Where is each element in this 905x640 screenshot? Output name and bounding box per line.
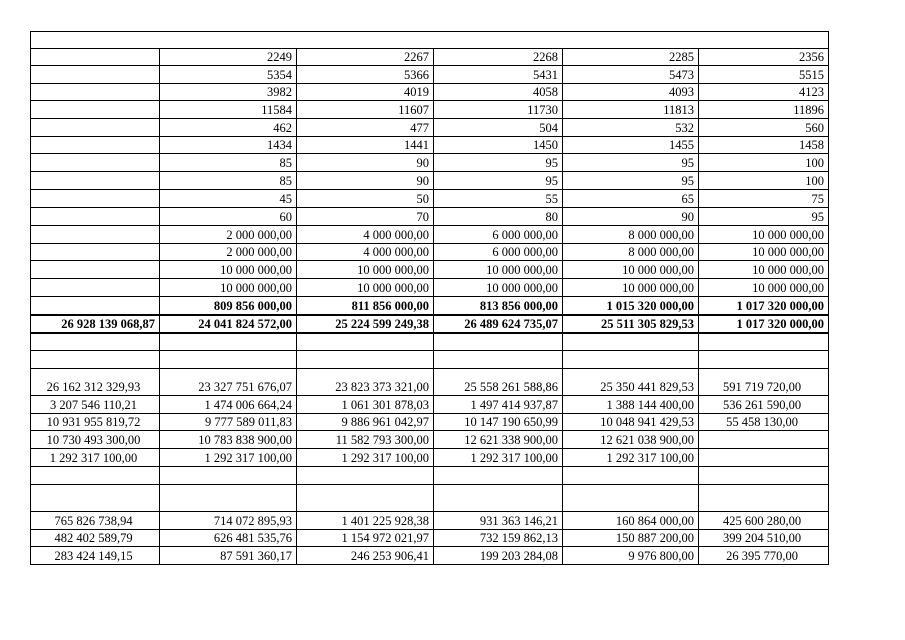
table-cell: 11584 [261, 103, 292, 117]
table-cell: 813 856 000,00 [479, 299, 558, 313]
table-cell: 150 887 200,00 [615, 531, 694, 545]
table-cell: 87 591 360,17 [220, 549, 292, 563]
table-cell: 2356 [799, 50, 824, 64]
table-cell: 23 823 373 321,00 [335, 380, 429, 394]
table-cell [32, 191, 155, 208]
table-cell: 100 [805, 156, 824, 170]
grid-line-vertical [698, 48, 699, 565]
table-cell: 11896 [793, 103, 824, 117]
table-cell: 26 162 312 329,93 [46, 380, 141, 394]
table-cell [435, 352, 558, 369]
table-cell: 732 159 862,13 [479, 531, 558, 545]
table-cell: 160 864 000,00 [615, 514, 694, 528]
table-cell: 24 041 824 572,00 [198, 317, 292, 331]
table-cell: 1434 [267, 138, 292, 152]
table-cell: 8 000 000,00 [628, 245, 694, 259]
table-cell: 4019 [404, 85, 429, 99]
table-cell: 399 204 510,00 [722, 531, 802, 545]
table-cell: 11813 [663, 103, 694, 117]
table-cell [32, 84, 155, 101]
table-cell: 10 000 000,00 [752, 281, 824, 295]
table-cell: 60 [279, 210, 292, 224]
table-cell: 26 395 770,00 [726, 549, 798, 563]
table-cell [32, 120, 155, 137]
table-cell [700, 432, 824, 449]
table-cell: 10 000 000,00 [752, 245, 824, 259]
table-cell: 1 388 144 400,00 [606, 398, 694, 412]
table-cell [32, 244, 155, 261]
table-cell [161, 334, 292, 351]
table-cell: 425 600 280,00 [722, 514, 802, 528]
table-cell [32, 155, 155, 172]
table-cell [298, 468, 429, 485]
grid-line-vertical [433, 48, 434, 565]
table-cell: 10 000 000,00 [752, 228, 824, 242]
grid-line-vertical [159, 48, 160, 565]
table-cell: 25 350 441 829,53 [600, 380, 694, 394]
table-cell: 12 621 338 900,00 [464, 433, 558, 447]
table-cell: 4123 [799, 85, 824, 99]
table-cell: 4058 [533, 85, 558, 99]
table-cell [700, 352, 824, 369]
table-cell: 3982 [267, 85, 292, 99]
table-cell: 26 928 139 068,87 [61, 317, 155, 331]
table-cell: 9 886 961 042,97 [341, 415, 429, 429]
table-cell [32, 495, 155, 512]
table-cell: 1 292 317 100,00 [49, 451, 138, 465]
table-cell: 2 000 000,00 [226, 228, 292, 242]
table-cell: 809 856 000,00 [213, 299, 292, 313]
table-cell: 2267 [404, 50, 429, 64]
table-cell: 12 621 038 900,00 [600, 433, 694, 447]
table-cell: 11 582 793 300,00 [335, 433, 429, 447]
table-cell: 10 000 000,00 [622, 263, 694, 277]
table-cell: 90 [416, 174, 429, 188]
table-cell [32, 298, 155, 315]
table-cell: 55 [545, 192, 558, 206]
table-cell [161, 495, 292, 512]
table-cell [32, 227, 155, 244]
table-cell: 10 147 190 650,99 [464, 415, 558, 429]
table-cell: 10 000 000,00 [622, 281, 694, 295]
table-cell: 10 000 000,00 [220, 281, 292, 295]
table-cell [700, 495, 824, 512]
table-cell [298, 334, 429, 351]
table-cell: 1455 [669, 138, 694, 152]
table-cell: 75 [811, 192, 824, 206]
table-cell [435, 334, 558, 351]
table-cell [32, 352, 155, 369]
table-cell: 9 777 589 011,83 [204, 415, 292, 429]
table-cell: 2 000 000,00 [226, 245, 292, 259]
table-cell: 765 826 738,94 [54, 514, 133, 528]
table-cell: 1 292 317 100,00 [204, 451, 292, 465]
table-cell: 26 489 624 735,07 [464, 317, 558, 331]
table-cell [298, 352, 429, 369]
table-cell: 23 327 751 676,07 [198, 380, 292, 394]
table-cell: 931 363 146,21 [479, 514, 558, 528]
table-cell: 1 292 317 100,00 [606, 451, 694, 465]
table-cell: 4 000 000,00 [363, 245, 429, 259]
table-cell: 1 154 972 021,97 [341, 531, 429, 545]
table-cell: 199 203 284,08 [479, 549, 558, 563]
table-cell: 2249 [267, 50, 292, 64]
table-cell [298, 495, 429, 512]
table-cell: 536 261 590,00 [722, 398, 802, 412]
table-cell: 1 497 414 937,87 [470, 398, 558, 412]
table-cell: 591 719 720,00 [722, 380, 802, 394]
table-cell: 5473 [669, 68, 694, 82]
table-cell: 462 [273, 121, 292, 135]
table-cell: 482 402 589,79 [54, 531, 133, 545]
table-cell: 10 000 000,00 [357, 281, 429, 295]
table-cell: 6 000 000,00 [492, 245, 558, 259]
table-cell: 85 [279, 156, 292, 170]
table-cell [32, 209, 155, 226]
table-cell: 10 000 000,00 [486, 263, 558, 277]
table-cell [700, 468, 824, 485]
table-cell: 4093 [669, 85, 694, 99]
table-cell: 714 072 895,93 [213, 514, 292, 528]
grid-line-horizontal [30, 31, 828, 32]
table-cell [700, 450, 824, 467]
table-cell: 1 061 301 878,03 [341, 398, 429, 412]
table-cell: 11607 [398, 103, 429, 117]
table-cell: 560 [805, 121, 824, 135]
table-cell: 10 000 000,00 [752, 263, 824, 277]
table-cell [32, 173, 155, 190]
table-cell [161, 352, 292, 369]
table-cell: 1 401 225 928,38 [341, 514, 429, 528]
table-cell: 811 856 000,00 [351, 299, 429, 313]
table-cell [564, 495, 694, 512]
table-cell: 10 000 000,00 [220, 263, 292, 277]
table-cell: 5431 [533, 68, 558, 82]
table-cell [435, 495, 558, 512]
table-cell: 65 [681, 192, 694, 206]
table-cell: 80 [545, 210, 558, 224]
table-cell: 626 481 535,76 [213, 531, 292, 545]
table-cell: 95 [811, 210, 824, 224]
table-cell: 85 [279, 174, 292, 188]
table-cell: 10 000 000,00 [486, 281, 558, 295]
table-cell: 1458 [799, 138, 824, 152]
table-cell: 2268 [533, 50, 558, 64]
table-cell: 45 [279, 192, 292, 206]
grid-line-vertical [296, 48, 297, 565]
table-cell: 477 [410, 121, 429, 135]
table-cell: 10 783 838 900,00 [198, 433, 292, 447]
table-cell: 283 424 149,15 [54, 549, 133, 563]
table-cell: 1 017 320 000,00 [736, 299, 824, 313]
table-cell: 70 [416, 210, 429, 224]
table-cell: 10 048 941 429,53 [600, 415, 694, 429]
table-cell [32, 280, 155, 297]
table-cell: 6 000 000,00 [492, 228, 558, 242]
table-cell: 4 000 000,00 [363, 228, 429, 242]
table-cell [32, 334, 155, 351]
table-cell: 90 [416, 156, 429, 170]
table-cell: 10 000 000,00 [357, 263, 429, 277]
table-cell: 5354 [267, 68, 292, 82]
table-cell [161, 468, 292, 485]
table-cell: 1 292 317 100,00 [341, 451, 429, 465]
table-cell: 8 000 000,00 [628, 228, 694, 242]
table-cell: 5515 [799, 68, 824, 82]
table-cell: 504 [539, 121, 558, 135]
table-cell [564, 334, 694, 351]
grid-line-vertical [562, 48, 563, 565]
table-cell: 1 015 320 000,00 [606, 299, 694, 313]
table-cell: 95 [681, 156, 694, 170]
table-cell: 10 730 493 300,00 [46, 433, 141, 447]
table-cell: 5366 [404, 68, 429, 82]
table-cell: 25 558 261 588,86 [464, 380, 558, 394]
table-cell: 11730 [527, 103, 558, 117]
table-cell: 95 [545, 174, 558, 188]
table-cell: 1 017 320 000,00 [736, 317, 824, 331]
table-cell: 2285 [669, 50, 694, 64]
table-cell: 50 [416, 192, 429, 206]
table-cell: 95 [545, 156, 558, 170]
table-cell: 100 [805, 174, 824, 188]
table-cell [32, 137, 155, 154]
table-cell: 1 292 317 100,00 [470, 451, 558, 465]
table-cell: 9 976 800,00 [628, 549, 694, 563]
table-cell [435, 468, 558, 485]
table-cell: 25 511 305 829,53 [600, 317, 694, 331]
table-cell: 10 931 955 819,72 [46, 415, 141, 429]
table-cell: 1 474 006 664,24 [204, 398, 292, 412]
table-cell: 246 253 906,41 [350, 549, 429, 563]
table-cell: 55 458 130,00 [726, 415, 798, 429]
table-cell: 532 [675, 121, 694, 135]
table-cell: 3 207 546 110,21 [49, 398, 138, 412]
grid-line-vertical [30, 31, 31, 565]
grid-line-vertical [828, 31, 829, 565]
table-cell [32, 468, 155, 485]
table-cell [700, 334, 824, 351]
table-cell: 95 [681, 174, 694, 188]
table-cell: 25 224 599 249,38 [335, 317, 429, 331]
table-cell [32, 67, 155, 84]
table-cell [564, 352, 694, 369]
table-cell: 1441 [404, 138, 429, 152]
table-cell [32, 262, 155, 279]
table-cell [32, 102, 155, 119]
table-cell: 1450 [533, 138, 558, 152]
table-cell: 90 [681, 210, 694, 224]
table-cell [564, 468, 694, 485]
table-cell [32, 49, 155, 66]
